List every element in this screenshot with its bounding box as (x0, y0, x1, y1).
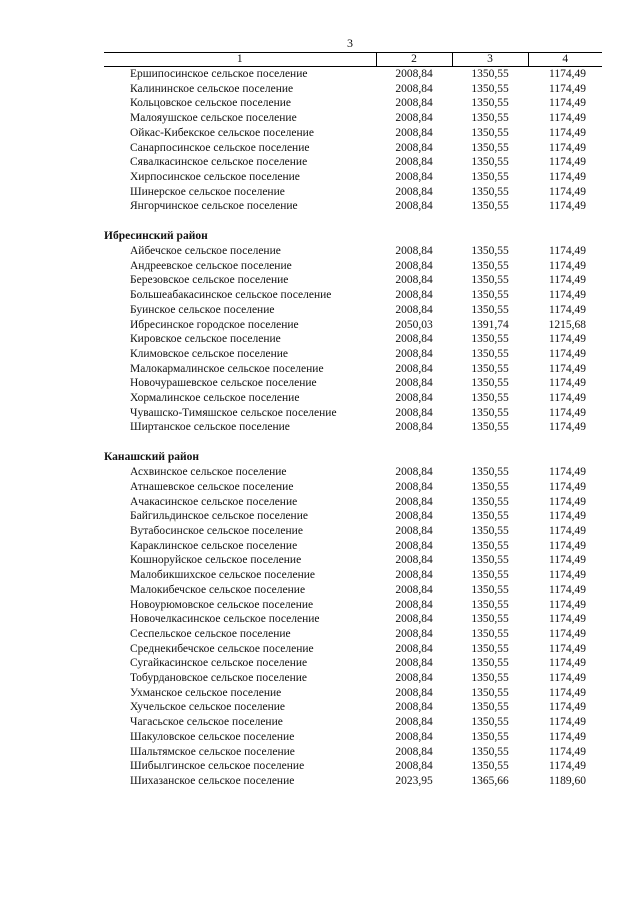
value-col-3: 1350,55 (471, 524, 509, 537)
value-col-2: 2008,84 (395, 583, 433, 596)
value-col-3: 1350,55 (471, 245, 509, 258)
value-col-3: 1350,55 (471, 303, 509, 316)
table-row (104, 495, 602, 510)
settlement-name: Новочелкасинское сельское поселение (130, 613, 320, 626)
value-col-3: 1350,55 (471, 406, 509, 419)
table-row (104, 656, 602, 671)
value-col-4: 1174,49 (549, 185, 586, 198)
settlement-name: Сугайкасинское сельское поселение (130, 657, 308, 670)
value-col-4: 1174,49 (549, 347, 586, 360)
value-col-2: 2008,84 (395, 347, 433, 360)
value-col-3: 1350,55 (471, 97, 509, 110)
table-row (104, 332, 602, 347)
value-col-4: 1174,49 (549, 716, 586, 729)
settlement-name: Сеспельское сельское поселение (130, 627, 291, 640)
value-col-2: 2008,84 (395, 627, 433, 640)
value-col-3: 1350,55 (471, 112, 509, 125)
table-row (104, 391, 602, 406)
value-col-3: 1350,55 (471, 510, 509, 523)
value-col-2: 2008,84 (395, 730, 433, 743)
value-col-3: 1350,55 (471, 598, 509, 611)
table-row (104, 700, 602, 715)
value-col-3: 1350,55 (471, 289, 509, 302)
value-col-4: 1174,49 (549, 68, 586, 80)
settlement-name: Чувашско-Тимяшское сельское поселение (130, 406, 337, 419)
settlement-name: Атнашевское сельское поселение (130, 480, 294, 493)
table-row (104, 553, 602, 568)
value-col-3: 1350,55 (471, 377, 509, 390)
value-col-4: 1174,49 (549, 377, 586, 390)
value-col-4: 1174,49 (549, 495, 586, 508)
table-row (104, 583, 602, 598)
value-col-4: 1174,49 (549, 539, 586, 552)
value-col-4: 1174,49 (549, 274, 586, 287)
value-col-2: 2008,84 (395, 362, 433, 375)
value-col-3: 1350,55 (471, 686, 509, 699)
table-row (104, 303, 602, 318)
value-col-3: 1350,55 (471, 82, 509, 95)
value-col-2: 2008,84 (395, 524, 433, 537)
value-col-2: 2008,84 (395, 289, 433, 302)
value-col-2: 2008,84 (395, 245, 433, 258)
value-col-3: 1350,55 (471, 466, 509, 479)
value-col-3: 1350,55 (471, 554, 509, 567)
value-col-2: 2008,84 (395, 716, 433, 729)
value-col-3: 1391,74 (471, 318, 509, 331)
settlement-name: Караклинское сельское поселение (130, 539, 298, 552)
settlement-name: Малокармалинское сельское поселение (130, 362, 324, 375)
value-col-3: 1350,55 (471, 170, 509, 183)
settlement-name: Хормалинское сельское поселение (130, 392, 300, 405)
value-col-3: 1350,55 (471, 274, 509, 287)
value-col-4: 1215,68 (548, 318, 586, 331)
value-col-2: 2008,84 (395, 539, 433, 552)
settlement-name: Ширтанское сельское поселение (130, 421, 290, 434)
value-col-4: 1174,49 (549, 657, 586, 670)
value-col-4: 1174,49 (549, 686, 586, 699)
value-col-2: 2050,03 (395, 318, 433, 331)
settlement-name: Кольцовское сельское поселение (130, 97, 292, 110)
value-col-3: 1350,55 (471, 259, 509, 272)
table-row (104, 730, 602, 745)
table-row (104, 671, 602, 686)
column-header-1: 1 (104, 53, 376, 67)
value-col-2: 2008,84 (395, 554, 433, 567)
value-col-3: 1350,55 (471, 200, 509, 213)
settlement-name: Байгильдинское сельское поселение (130, 510, 308, 523)
value-col-4: 1174,49 (549, 510, 586, 523)
table-row (104, 318, 602, 333)
value-col-4: 1174,49 (549, 598, 586, 611)
table-row (104, 745, 602, 760)
value-col-4: 1174,49 (549, 259, 586, 272)
table-row (104, 686, 602, 701)
value-col-4: 1174,49 (549, 141, 586, 154)
value-col-4: 1174,49 (549, 642, 586, 655)
table-row (104, 509, 602, 524)
value-col-4: 1174,49 (549, 82, 586, 95)
value-col-4: 1174,49 (549, 730, 586, 743)
table-row (104, 155, 602, 170)
value-col-2: 2008,84 (395, 642, 433, 655)
value-col-2: 2008,84 (395, 274, 433, 287)
value-col-3: 1350,55 (471, 421, 509, 434)
value-col-2: 2008,84 (395, 97, 433, 110)
column-header-4: 4 (528, 53, 602, 67)
settlement-name: Ибресинское городское поселение (130, 318, 299, 331)
settlement-name: Асхвинское сельское поселение (130, 466, 287, 479)
settlement-name: Шальтямское сельское поселение (130, 745, 295, 758)
district-heading: Канашский район (104, 451, 200, 464)
table-row (104, 82, 602, 97)
value-col-3: 1350,55 (471, 495, 509, 508)
settlement-name: Ершипосинское сельское поселение (130, 68, 308, 80)
value-col-3: 1350,55 (471, 362, 509, 375)
value-col-4: 1174,49 (549, 613, 586, 626)
settlement-name: Климовское сельское поселение (130, 347, 289, 360)
value-col-3: 1350,55 (471, 760, 509, 773)
settlement-name: Новочурашевское сельское поселение (130, 377, 317, 390)
value-col-2: 2008,84 (395, 141, 433, 154)
table-row (104, 244, 602, 259)
value-col-4: 1174,49 (549, 760, 586, 773)
settlement-name: Сявалкасинское сельское поселение (130, 156, 308, 169)
table-row (104, 347, 602, 362)
rates-table (104, 52, 602, 789)
value-col-2: 2008,84 (395, 510, 433, 523)
table-row (104, 539, 602, 554)
table-row (104, 715, 602, 730)
value-col-3: 1350,55 (471, 347, 509, 360)
value-col-2: 2008,84 (395, 259, 433, 272)
settlement-name: Буинское сельское поселение (130, 303, 275, 316)
settlement-name: Андреевское сельское поселение (130, 259, 292, 272)
table-row (104, 376, 602, 391)
value-col-4: 1174,49 (549, 421, 586, 434)
table-row (104, 642, 602, 657)
settlement-name: Большеабакасинское сельское поселение (130, 289, 332, 302)
value-col-2: 2008,84 (395, 68, 433, 80)
table-row (104, 96, 602, 111)
table-body (104, 67, 602, 789)
value-col-3: 1350,55 (471, 539, 509, 552)
value-col-2: 2008,84 (395, 686, 433, 699)
value-col-2: 2008,84 (395, 701, 433, 714)
value-col-3: 1350,55 (471, 642, 509, 655)
value-col-2: 2008,84 (395, 495, 433, 508)
table-row (104, 126, 602, 141)
settlement-name: Шинерское сельское поселение (130, 185, 285, 198)
value-col-2: 2008,84 (395, 569, 433, 582)
table-row (104, 465, 602, 480)
group-spacer (104, 214, 602, 228)
table-row (104, 185, 602, 200)
settlement-name: Ухманское сельское поселение (130, 686, 282, 699)
value-col-3: 1350,55 (471, 627, 509, 640)
value-col-3: 1350,55 (471, 716, 509, 729)
value-col-4: 1174,49 (549, 245, 586, 258)
value-col-3: 1350,55 (471, 156, 509, 169)
value-col-4: 1174,49 (549, 583, 586, 596)
value-col-2: 2008,84 (395, 377, 433, 390)
value-col-4: 1174,49 (549, 333, 586, 346)
table-row (104, 362, 602, 377)
value-col-2: 2008,84 (395, 126, 433, 139)
value-col-2: 2008,84 (395, 200, 433, 213)
table-row (104, 406, 602, 421)
value-col-2: 2008,84 (395, 466, 433, 479)
value-col-4: 1174,49 (549, 701, 586, 714)
district-heading-row (104, 228, 602, 244)
value-col-4: 1174,49 (549, 466, 586, 479)
value-col-3: 1350,55 (471, 185, 509, 198)
table-row (104, 420, 602, 435)
table-row (104, 612, 602, 627)
table-row (104, 199, 602, 214)
value-col-2: 2008,84 (395, 421, 433, 434)
settlement-name: Калининское сельское поселение (130, 82, 294, 95)
settlement-name: Ачакасинское сельское поселение (130, 495, 298, 508)
settlement-name: Санарпосинское сельское поселение (130, 141, 310, 154)
settlement-name: Хирпосинское сельское поселение (130, 170, 300, 183)
settlement-name: Шибылгинское сельское поселение (130, 760, 305, 773)
value-col-3: 1350,55 (471, 672, 509, 685)
value-col-4: 1174,49 (549, 289, 586, 302)
table-row (104, 598, 602, 613)
settlement-name: Чагасьское сельское поселение (130, 716, 283, 729)
value-col-4: 1174,49 (549, 745, 586, 758)
value-col-2: 2008,84 (395, 303, 433, 316)
value-col-3: 1350,55 (471, 126, 509, 139)
value-col-3: 1350,55 (471, 480, 509, 493)
page-number: 3 (347, 36, 353, 50)
value-col-3: 1350,55 (471, 141, 509, 154)
settlement-name: Вутабосинское сельское поселение (130, 524, 303, 537)
value-col-4: 1174,49 (549, 156, 586, 169)
table-row (104, 141, 602, 156)
value-col-2: 2008,84 (395, 613, 433, 626)
value-col-2: 2008,84 (395, 112, 433, 125)
value-col-4: 1174,49 (549, 392, 586, 405)
value-col-3: 1350,55 (471, 745, 509, 758)
table-row (104, 170, 602, 185)
value-col-4: 1174,49 (549, 112, 586, 125)
value-col-2: 2023,95 (395, 774, 433, 787)
settlement-name: Айбечское сельское поселение (130, 245, 281, 258)
column-header-3: 3 (452, 53, 528, 67)
table-row (104, 759, 602, 774)
value-col-4: 1174,49 (549, 170, 586, 183)
settlement-name: Янгорчинское сельское поселение (130, 200, 298, 213)
table-row (104, 568, 602, 583)
settlement-name: Ойкас-Кибекское сельское поселение (130, 126, 314, 139)
value-col-3: 1350,55 (471, 68, 509, 80)
table-row (104, 288, 602, 303)
value-col-4: 1189,60 (549, 774, 586, 787)
value-col-2: 2008,84 (395, 760, 433, 773)
value-col-4: 1174,49 (549, 362, 586, 375)
value-col-2: 2008,84 (395, 333, 433, 346)
district-heading: Ибресинский район (104, 230, 208, 243)
value-col-4: 1174,49 (549, 524, 586, 537)
value-col-3: 1350,55 (471, 333, 509, 346)
value-col-3: 1350,55 (471, 613, 509, 626)
value-col-4: 1174,49 (549, 303, 586, 316)
group-spacer (104, 435, 602, 449)
settlement-name: Малояушское сельское поселение (130, 112, 297, 125)
value-col-4: 1174,49 (549, 126, 586, 139)
settlement-name: Кошноруйское сельское поселение (130, 554, 302, 567)
table-row (104, 627, 602, 642)
settlement-name: Кировское сельское поселение (130, 333, 281, 346)
value-col-2: 2008,84 (395, 170, 433, 183)
value-col-3: 1350,55 (471, 657, 509, 670)
column-header-2: 2 (376, 53, 452, 67)
value-col-3: 1350,55 (471, 569, 509, 582)
value-col-2: 2008,84 (395, 406, 433, 419)
value-col-4: 1174,49 (549, 406, 586, 419)
settlement-name: Малокибечское сельское поселение (130, 583, 306, 596)
value-col-2: 2008,84 (395, 672, 433, 685)
value-col-3: 1350,55 (471, 392, 509, 405)
value-col-3: 1350,55 (471, 701, 509, 714)
value-col-2: 2008,84 (395, 598, 433, 611)
settlement-name: Тобурдановское сельское поселение (130, 672, 307, 685)
settlement-name: Березовское сельское поселение (130, 274, 289, 287)
value-col-2: 2008,84 (395, 745, 433, 758)
table-row (104, 111, 602, 126)
value-col-4: 1174,49 (549, 672, 586, 685)
settlement-name: Среднекибечское сельское поселение (130, 642, 314, 655)
settlement-name: Хучельское сельское поселение (130, 701, 285, 714)
settlement-name: Малобикшихское сельское поселение (130, 569, 316, 582)
value-col-3: 1365,66 (471, 774, 509, 787)
value-col-2: 2008,84 (395, 82, 433, 95)
value-col-4: 1174,49 (549, 569, 586, 582)
settlement-name: Новоурюмовское сельское поселение (130, 598, 314, 611)
value-col-4: 1174,49 (549, 97, 586, 110)
district-heading-row (104, 449, 602, 465)
value-col-3: 1350,55 (471, 583, 509, 596)
value-col-4: 1174,49 (549, 627, 586, 640)
value-col-2: 2008,84 (395, 657, 433, 670)
value-col-4: 1174,49 (549, 480, 586, 493)
value-col-3: 1350,55 (471, 730, 509, 743)
value-col-2: 2008,84 (395, 156, 433, 169)
settlement-name: Шакуловское сельское поселение (130, 730, 295, 743)
table-row (104, 480, 602, 495)
table-row (104, 67, 602, 82)
table-row (104, 774, 602, 789)
table-row (104, 259, 602, 274)
table-header-row (104, 53, 602, 67)
settlement-name: Шихазанское сельское поселение (130, 774, 295, 787)
table-row (104, 524, 602, 539)
value-col-2: 2008,84 (395, 480, 433, 493)
table-row (104, 273, 602, 288)
value-col-2: 2008,84 (395, 392, 433, 405)
value-col-4: 1174,49 (549, 200, 586, 213)
value-col-2: 2008,84 (395, 185, 433, 198)
value-col-4: 1174,49 (549, 554, 586, 567)
